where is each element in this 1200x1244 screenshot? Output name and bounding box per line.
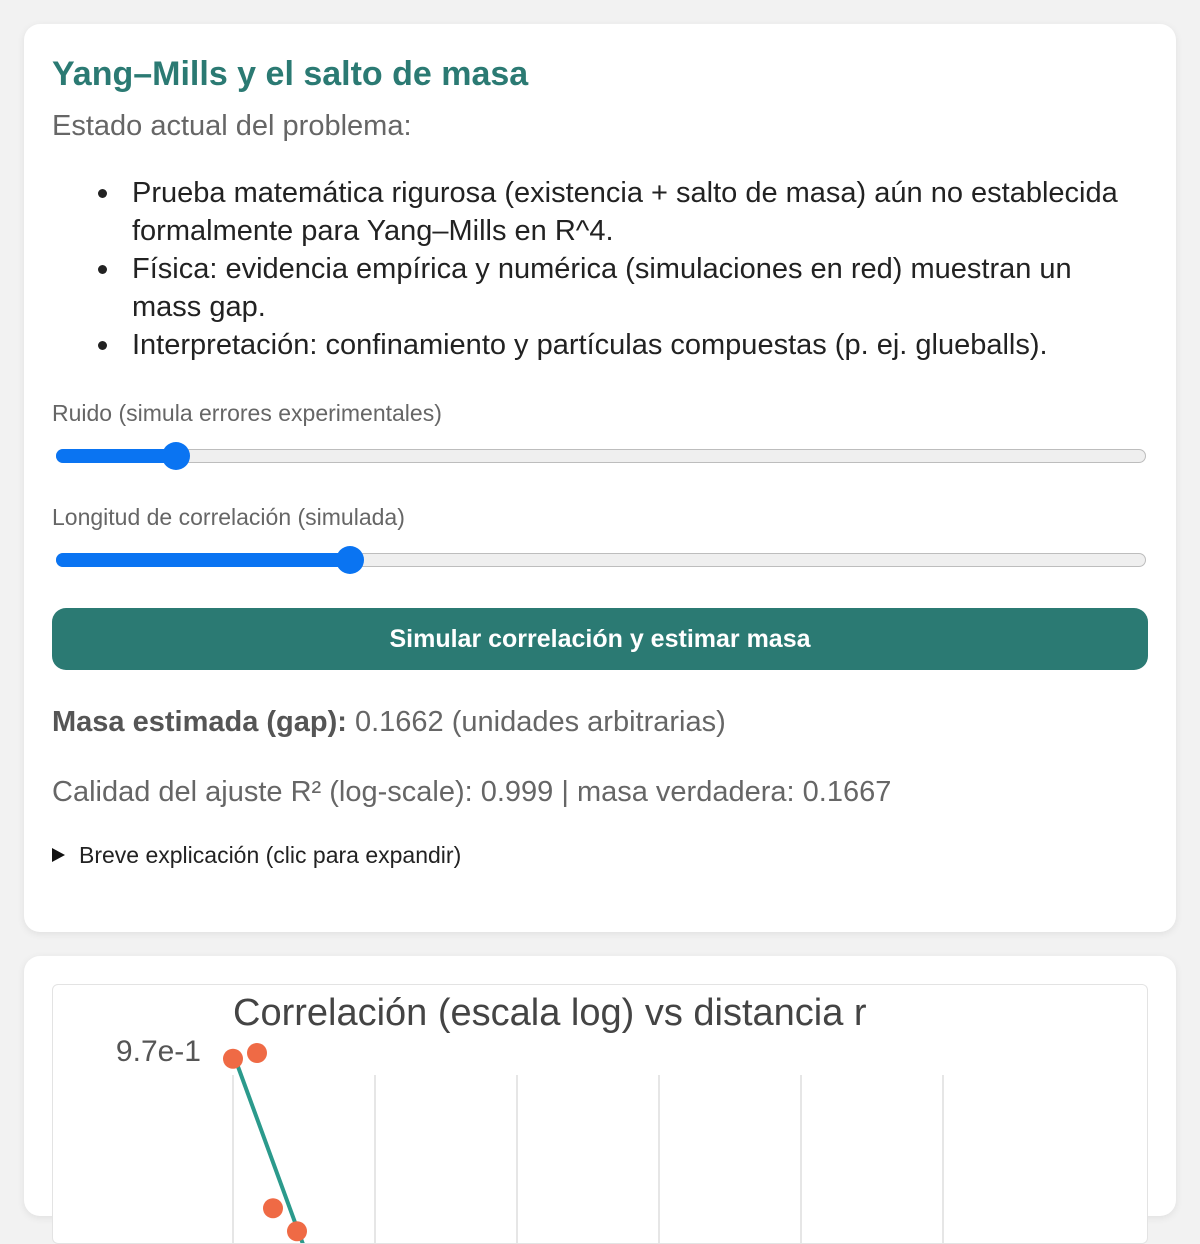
correlation-length-slider[interactable] [56, 546, 1146, 576]
fit-line [233, 1053, 353, 1244]
mass-result-label: Masa estimada (gap): [52, 706, 347, 738]
status-item-interpretation: Interpretación: confinamiento y partículas compuestas (p. ej. glueballs). [132, 326, 1148, 364]
correlation-chart [52, 984, 1148, 1244]
explanation-details[interactable] [52, 840, 1148, 870]
data-point [223, 1049, 243, 1069]
yang-mills-card [24, 24, 1176, 932]
chart-svg [53, 985, 1148, 1244]
card-title: Yang–Mills y el salto de masa [52, 55, 529, 93]
card-subtitle: Estado actual del problema: [52, 110, 412, 142]
chart-title: Correlación (escala log) vs distancia r [233, 992, 867, 1034]
status-item-physics: Física: evidencia empírica y numérica (simulaciones en red) muestran un mass gap. [132, 250, 1148, 326]
data-point [287, 1221, 307, 1241]
mass-result [52, 704, 1148, 740]
correlation-slider-thumb[interactable] [336, 546, 364, 574]
y-tick-label-top: 9.7e-1 [115, 1035, 201, 1068]
noise-slider-track[interactable] [56, 449, 1146, 463]
correlation-slider-label: Longitud de correlación (simulada) [52, 504, 405, 530]
explanation-summary[interactable]: Breve explicación (clic para expandir) [79, 842, 462, 868]
noise-slider-fill [56, 449, 176, 463]
data-point [247, 1043, 267, 1063]
disclosure-triangle-icon[interactable] [52, 848, 65, 862]
noise-slider[interactable] [56, 442, 1146, 472]
status-list [52, 174, 1148, 364]
chart-card [24, 956, 1176, 1216]
noise-slider-thumb[interactable] [162, 442, 190, 470]
status-item-proof: Prueba matemática rigurosa (existencia + salto de masa) aún no establecida formalmente para Yang–Mills en R^4. [132, 174, 1148, 250]
mass-result-value: 0.1662 (unidades arbitrarias) [354, 706, 726, 738]
simulate-button[interactable]: Simular correlación y estimar masa [52, 608, 1148, 670]
noise-slider-label: Ruido (simula errores experimentales) [52, 400, 442, 426]
data-point [263, 1198, 283, 1218]
fit-quality-text: Calidad del ajuste R² (log-scale): 0.999 | masa verdadera: 0.1667 [52, 776, 892, 808]
correlation-slider-fill [56, 553, 350, 567]
